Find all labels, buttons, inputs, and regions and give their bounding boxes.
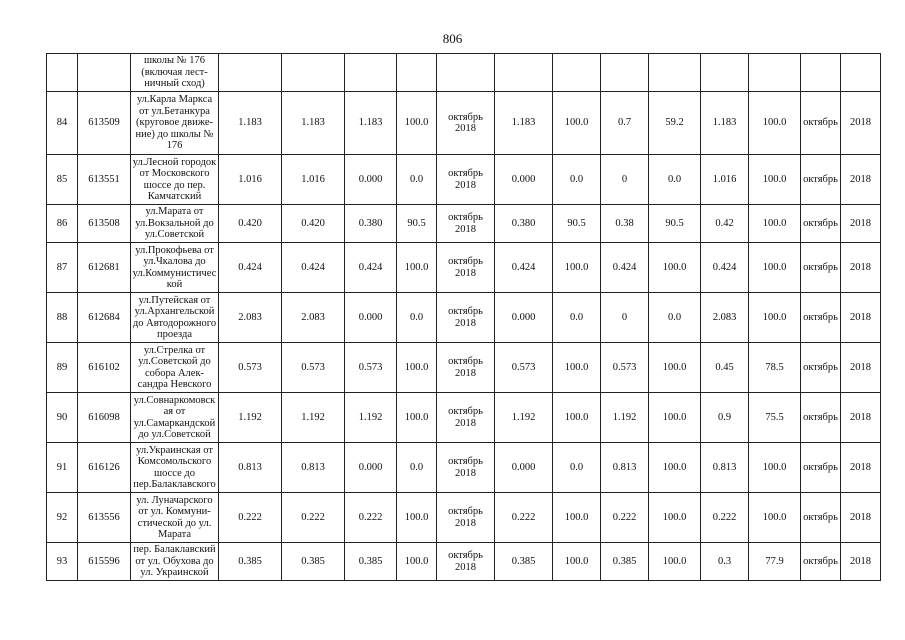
table-row [47, 343, 881, 393]
cell-c4: 90.5 [397, 205, 437, 243]
street-line: (круговое движе- [136, 117, 213, 129]
street-line: ул.Стрелка от [143, 344, 206, 356]
cell-year: 2018 [841, 543, 881, 581]
cell-street [131, 343, 219, 393]
street-line: (включая лест- [141, 66, 208, 78]
period-year: 2018 [455, 467, 476, 479]
cell-c5: 0.424 [495, 243, 553, 293]
table-body [47, 54, 881, 581]
cell-period [437, 443, 495, 493]
table-row [47, 493, 881, 543]
cell-c4: 100.0 [397, 493, 437, 543]
cell-c7: 0.424 [601, 243, 649, 293]
cell-c6: 100.0 [553, 92, 601, 155]
cell-c3: 0.424 [345, 243, 397, 293]
street-line: от Московского [139, 168, 210, 179]
street-line: ая от [163, 406, 186, 417]
cell-street [131, 205, 219, 243]
cell-num: 90 [47, 393, 78, 443]
cell-c7: 0.385 [601, 543, 649, 581]
cell-c8: 100.0 [649, 443, 701, 493]
cell-c2: 1.016 [282, 155, 345, 205]
cell-month: октябрь [801, 393, 841, 443]
cell-c7: 0 [601, 155, 649, 205]
cell-c2: 0.813 [282, 443, 345, 493]
cell-c7 [601, 54, 649, 92]
cell-c3: 0.573 [345, 343, 397, 393]
cell-c2: 2.083 [282, 293, 345, 343]
street-line: ул.Лесной городок [132, 156, 217, 168]
cell-street [131, 54, 219, 92]
street-line: пер. Балаклавский [133, 544, 216, 556]
cell-c1: 1.183 [219, 92, 282, 155]
cell-c3: 1.183 [345, 92, 397, 155]
cell-c1: 0.424 [219, 243, 282, 293]
street-line: школы № 176 [143, 55, 206, 67]
cell-c5: 0.573 [495, 343, 553, 393]
cell-c10: 100.0 [749, 293, 801, 343]
period-month: октябрь [448, 212, 483, 223]
cell-num: 93 [47, 543, 78, 581]
cell-c6: 90.5 [553, 205, 601, 243]
cell-street [131, 543, 219, 581]
cell-street [131, 443, 219, 493]
cell-c10: 100.0 [749, 92, 801, 155]
cell-c4: 0.0 [397, 293, 437, 343]
street-line: ние) до школы № [135, 128, 214, 140]
period-month: октябрь [448, 111, 483, 123]
cell-c6: 0.0 [553, 155, 601, 205]
cell-c10: 77.9 [749, 543, 801, 581]
cell-period [437, 393, 495, 443]
cell-c5 [495, 54, 553, 92]
street-line: от ул.Бетанкура [139, 105, 210, 117]
cell-period [437, 343, 495, 393]
street-line: ул.Путейская от [138, 294, 211, 306]
street-line: ул.Советской [144, 229, 205, 241]
cell-c10: 100.0 [749, 243, 801, 293]
cell-c7: 0.38 [601, 205, 649, 243]
table-row [47, 243, 881, 293]
street-line: ул.Карла Маркса [136, 94, 213, 106]
cell-c10: 100.0 [749, 493, 801, 543]
cell-c9: 0.813 [701, 443, 749, 493]
cell-num: 91 [47, 443, 78, 493]
cell-c5: 0.380 [495, 205, 553, 243]
cell-c4: 100.0 [397, 543, 437, 581]
cell-c1: 0.222 [219, 493, 282, 543]
cell-year: 2018 [841, 243, 881, 293]
street-line: шоссе до [154, 467, 195, 479]
cell-month: октябрь [801, 493, 841, 543]
cell-c3: 0.000 [345, 155, 397, 205]
cell-year: 2018 [841, 343, 881, 393]
cell-c1: 0.813 [219, 443, 282, 493]
cell-c3: 0.000 [345, 293, 397, 343]
cell-c7: 0.813 [601, 443, 649, 493]
cell-c8: 100.0 [649, 493, 701, 543]
cell-id: 613556 [78, 493, 131, 543]
cell-c3: 0.385 [345, 543, 397, 581]
cell-c5: 0.222 [495, 493, 553, 543]
cell-c8: 59.2 [649, 92, 701, 155]
cell-c6: 100.0 [553, 243, 601, 293]
cell-c9: 2.083 [701, 293, 749, 343]
cell-c1 [219, 54, 282, 92]
cell-num: 84 [47, 92, 78, 155]
cell-month: октябрь [801, 243, 841, 293]
cell-id [78, 54, 131, 92]
cell-year: 2018 [841, 155, 881, 205]
period-month: октябрь [448, 256, 483, 267]
table-row [47, 443, 881, 493]
cell-c8 [649, 54, 701, 92]
cell-c6: 100.0 [553, 543, 601, 581]
street-line: ул.Марата от [145, 206, 204, 218]
cell-street [131, 243, 219, 293]
street-line: собора Алек- [144, 367, 205, 379]
cell-period [437, 293, 495, 343]
table-row [47, 543, 881, 581]
cell-year: 2018 [841, 92, 881, 155]
cell-c2: 1.183 [282, 92, 345, 155]
cell-c8: 100.0 [649, 343, 701, 393]
period-year: 2018 [455, 417, 476, 429]
cell-c9: 0.222 [701, 493, 749, 543]
cell-c3: 0.222 [345, 493, 397, 543]
cell-period [437, 205, 495, 243]
street-line: 176 [166, 140, 183, 152]
period-month: октябрь [448, 168, 483, 179]
cell-c6: 0.0 [553, 293, 601, 343]
cell-c3: 0.000 [345, 443, 397, 493]
cell-id: 613551 [78, 155, 131, 205]
cell-id: 613508 [78, 205, 131, 243]
cell-c8: 100.0 [649, 393, 701, 443]
cell-num: 85 [47, 155, 78, 205]
cell-month: октябрь [801, 293, 841, 343]
street-line: Камчатский [147, 191, 202, 202]
cell-id: 612681 [78, 243, 131, 293]
cell-c1: 2.083 [219, 293, 282, 343]
street-line: Марата [157, 529, 191, 540]
cell-c7: 0 [601, 293, 649, 343]
cell-year: 2018 [841, 393, 881, 443]
street-line: до ул.Советской [138, 429, 211, 440]
cell-c5: 0.000 [495, 155, 553, 205]
cell-month: октябрь [801, 443, 841, 493]
cell-c7: 1.192 [601, 393, 649, 443]
cell-month: октябрь [801, 543, 841, 581]
cell-id: 616098 [78, 393, 131, 443]
cell-month: октябрь [801, 343, 841, 393]
cell-id: 612684 [78, 293, 131, 343]
cell-year [841, 54, 881, 92]
period-month: октябрь [448, 550, 483, 561]
street-line: от ул. Обухова до [135, 555, 214, 567]
cell-c4: 100.0 [397, 92, 437, 155]
page-number: 806 [442, 31, 463, 46]
cell-c8: 0.0 [649, 155, 701, 205]
street-line: проезда [157, 329, 192, 340]
cell-c5: 0.000 [495, 293, 553, 343]
period-month: октябрь [448, 406, 483, 417]
cell-c9: 0.9 [701, 393, 749, 443]
cell-c9 [701, 54, 749, 92]
cell-c9: 0.45 [701, 343, 749, 393]
cell-year: 2018 [841, 205, 881, 243]
cell-street [131, 493, 219, 543]
cell-id: 616126 [78, 443, 131, 493]
street-line: до Автодорожного [132, 317, 217, 329]
street-line: ул.Украинская от [136, 444, 213, 456]
cell-month: октябрь [801, 92, 841, 155]
cell-c1: 1.016 [219, 155, 282, 205]
street-line: пер.Балаклавского [133, 479, 216, 490]
cell-c10: 100.0 [749, 155, 801, 205]
cell-c5: 0.000 [495, 443, 553, 493]
cell-street [131, 393, 219, 443]
cell-c2: 1.192 [282, 393, 345, 443]
cell-num: 88 [47, 293, 78, 343]
period-year: 2018 [455, 223, 476, 235]
period-year: 2018 [455, 179, 476, 191]
cell-c5: 1.192 [495, 393, 553, 443]
cell-c3: 0.380 [345, 205, 397, 243]
cell-c8: 90.5 [649, 205, 701, 243]
street-line: ул.Вокзальной до [135, 217, 214, 229]
cell-num: 92 [47, 493, 78, 543]
cell-c6 [553, 54, 601, 92]
table-row [47, 293, 881, 343]
street-line: ничный сход) [144, 78, 205, 90]
cell-num [47, 54, 78, 92]
cell-period [437, 54, 495, 92]
cell-c2: 0.573 [282, 343, 345, 393]
cell-c8: 100.0 [649, 243, 701, 293]
table-row [47, 92, 881, 155]
cell-month: октябрь [801, 155, 841, 205]
cell-c4 [397, 54, 437, 92]
cell-c7: 0.573 [601, 343, 649, 393]
cell-num: 89 [47, 343, 78, 393]
cell-c5: 1.183 [495, 92, 553, 155]
cell-c2: 0.420 [282, 205, 345, 243]
cell-c10: 100.0 [749, 443, 801, 493]
street-line: ул.Совнаркомовск [133, 394, 216, 406]
cell-num: 86 [47, 205, 78, 243]
cell-c7: 0.222 [601, 493, 649, 543]
street-line: шоссе до пер. [143, 179, 206, 191]
cell-c2: 0.222 [282, 493, 345, 543]
street-line: стической до ул. [137, 517, 212, 529]
table-row [47, 393, 881, 443]
cell-c10: 78.5 [749, 343, 801, 393]
cell-year: 2018 [841, 493, 881, 543]
cell-c5: 0.385 [495, 543, 553, 581]
cell-period [437, 493, 495, 543]
cell-c6: 0.0 [553, 443, 601, 493]
cell-period [437, 155, 495, 205]
cell-c6: 100.0 [553, 343, 601, 393]
period-month: октябрь [448, 306, 483, 317]
cell-c10 [749, 54, 801, 92]
cell-c4: 0.0 [397, 155, 437, 205]
period-month: октябрь [448, 356, 483, 367]
cell-street [131, 293, 219, 343]
road-repair-table [46, 53, 881, 581]
cell-c1: 0.420 [219, 205, 282, 243]
cell-street [131, 155, 219, 205]
cell-c6: 100.0 [553, 393, 601, 443]
cell-c4: 100.0 [397, 393, 437, 443]
cell-year: 2018 [841, 293, 881, 343]
street-line: ул.Самаркандской [133, 417, 216, 429]
street-line: кой [166, 279, 183, 290]
cell-c2 [282, 54, 345, 92]
cell-c3 [345, 54, 397, 92]
cell-c4: 0.0 [397, 443, 437, 493]
cell-c4: 100.0 [397, 343, 437, 393]
cell-street [131, 92, 219, 155]
cell-c8: 0.0 [649, 293, 701, 343]
cell-period [437, 243, 495, 293]
cell-year: 2018 [841, 443, 881, 493]
cell-c1: 0.385 [219, 543, 282, 581]
cell-c8: 100.0 [649, 543, 701, 581]
table-row [47, 155, 881, 205]
street-line: Комсомольского [137, 456, 212, 467]
street-line: ул.Прокофьева от [135, 244, 214, 256]
cell-period [437, 92, 495, 155]
cell-c2: 0.385 [282, 543, 345, 581]
cell-c9: 1.183 [701, 92, 749, 155]
street-line: ул. Луначарского [136, 494, 213, 506]
period-year: 2018 [455, 561, 476, 573]
cell-month [801, 54, 841, 92]
cell-month: октябрь [801, 205, 841, 243]
period-year: 2018 [455, 517, 476, 529]
period-year: 2018 [455, 317, 476, 329]
period-year: 2018 [455, 367, 476, 379]
cell-id: 616102 [78, 343, 131, 393]
period-year: 2018 [455, 267, 476, 279]
street-line: сандра Невского [137, 379, 212, 390]
street-line: ул. Украинской [140, 567, 209, 579]
street-line: ул.Коммунистичес [132, 267, 217, 279]
cell-c1: 1.192 [219, 393, 282, 443]
street-line: ул.Чкалова до [143, 256, 206, 267]
cell-id: 615596 [78, 543, 131, 581]
cell-c4: 100.0 [397, 243, 437, 293]
table-row [47, 205, 881, 243]
cell-c7: 0.7 [601, 92, 649, 155]
cell-id: 613509 [78, 92, 131, 155]
cell-period [437, 543, 495, 581]
cell-c9: 0.3 [701, 543, 749, 581]
table-row-continuation [47, 54, 881, 92]
cell-c10: 75.5 [749, 393, 801, 443]
cell-c1: 0.573 [219, 343, 282, 393]
cell-c9: 0.424 [701, 243, 749, 293]
period-month: октябрь [448, 456, 483, 467]
period-year: 2018 [455, 123, 476, 134]
cell-c9: 1.016 [701, 155, 749, 205]
cell-c9: 0.42 [701, 205, 749, 243]
period-month: октябрь [448, 506, 483, 517]
cell-c2: 0.424 [282, 243, 345, 293]
cell-c3: 1.192 [345, 393, 397, 443]
street-line: от ул. Коммуни- [138, 506, 211, 517]
cell-c6: 100.0 [553, 493, 601, 543]
street-line: ул.Архангельской [134, 306, 215, 317]
cell-c10: 100.0 [749, 205, 801, 243]
street-line: ул.Советской до [138, 356, 211, 367]
cell-num: 87 [47, 243, 78, 293]
